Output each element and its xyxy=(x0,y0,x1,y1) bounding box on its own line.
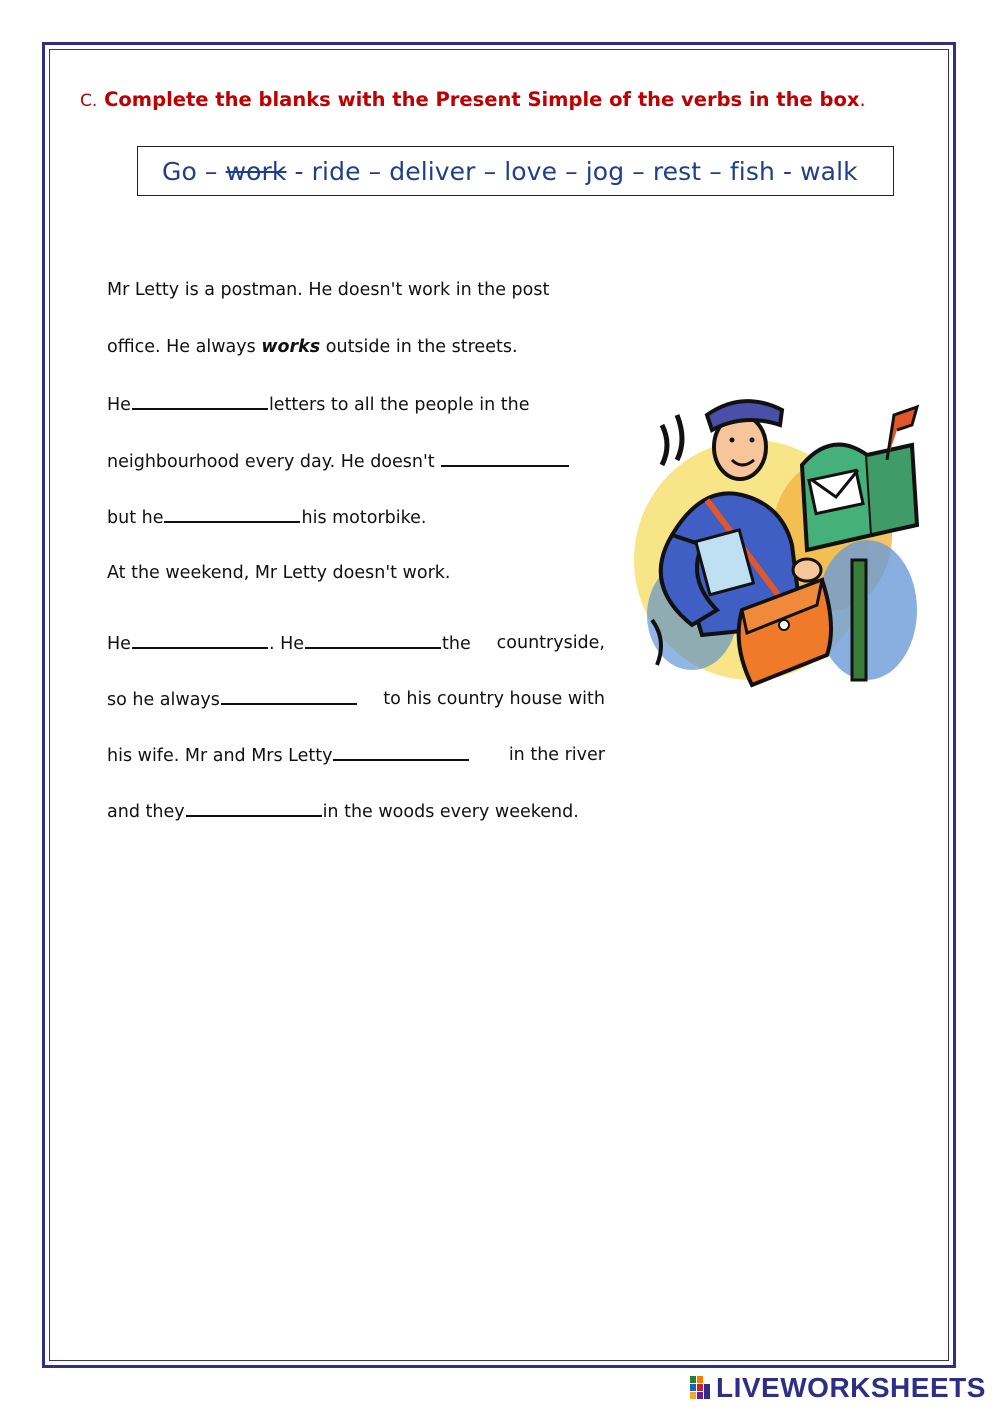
story-line-9 xyxy=(107,745,605,766)
story-text: office. He always xyxy=(107,337,256,357)
story-text: He xyxy=(107,634,131,654)
story-text: his wife. Mr and Mrs Letty xyxy=(107,746,333,766)
instruction-text: Complete the blanks with the Present Simple of the verbs in the box xyxy=(104,88,860,111)
answer-blank-5[interactable] xyxy=(305,633,441,649)
story-line-4 xyxy=(107,451,570,472)
answer-blank-3[interactable] xyxy=(164,507,300,523)
answer-blank-7[interactable] xyxy=(333,745,469,761)
story-text: He xyxy=(107,395,131,415)
answer-blank-4[interactable] xyxy=(132,633,268,649)
story-text: letters to all the people in the xyxy=(268,395,530,415)
story-text: neighbourhood every day. He doesn't xyxy=(107,452,435,472)
story-text: but he xyxy=(107,508,164,528)
story-line-8 xyxy=(107,689,605,710)
example-answer: works xyxy=(261,337,321,357)
instruction xyxy=(80,88,866,111)
word-go: Go – xyxy=(162,156,218,186)
story-text: so he always xyxy=(107,690,220,710)
story-text: outside in the streets. xyxy=(325,337,518,357)
word-list xyxy=(162,157,858,186)
story-line-10 xyxy=(107,801,579,822)
story-text: Mr Letty is a postman. He doesn't work in the post xyxy=(107,280,550,300)
liveworksheets-brand: LIVEWORKSHEETS xyxy=(716,1372,986,1403)
word-box xyxy=(137,146,894,196)
story-line-7 xyxy=(107,633,605,654)
story-line-2 xyxy=(107,337,518,357)
liveworksheets-logo-icon xyxy=(690,1376,712,1400)
answer-blank-2[interactable] xyxy=(441,451,569,467)
story-line-3 xyxy=(107,394,529,415)
story-text: countryside, xyxy=(496,633,605,653)
story-text: the xyxy=(442,634,471,654)
footer-branding xyxy=(690,1372,986,1404)
word-rest-list: - ride – deliver – love – jog – rest – fish - walk xyxy=(294,156,858,186)
answer-blank-8[interactable] xyxy=(186,801,322,817)
instruction-end: . xyxy=(859,88,866,111)
story-text: and they xyxy=(107,802,185,822)
story-text: . He xyxy=(268,634,304,654)
story-text: in the woods every weekend. xyxy=(322,802,579,822)
story-line-5 xyxy=(107,507,426,528)
story-text: to his country house with xyxy=(383,689,605,709)
answer-blank-6[interactable] xyxy=(221,689,357,705)
answer-blank-1[interactable] xyxy=(132,394,268,410)
story-text: in the river xyxy=(508,745,605,765)
story-text: his motorbike. xyxy=(301,508,427,528)
story-text: At the weekend, Mr Letty doesn't work. xyxy=(107,563,451,583)
instruction-letter: C. xyxy=(80,91,98,111)
story-line-1 xyxy=(107,280,549,300)
story-line-6 xyxy=(107,563,450,583)
word-work-crossed: work xyxy=(225,156,287,186)
postman-illustration xyxy=(632,385,928,697)
